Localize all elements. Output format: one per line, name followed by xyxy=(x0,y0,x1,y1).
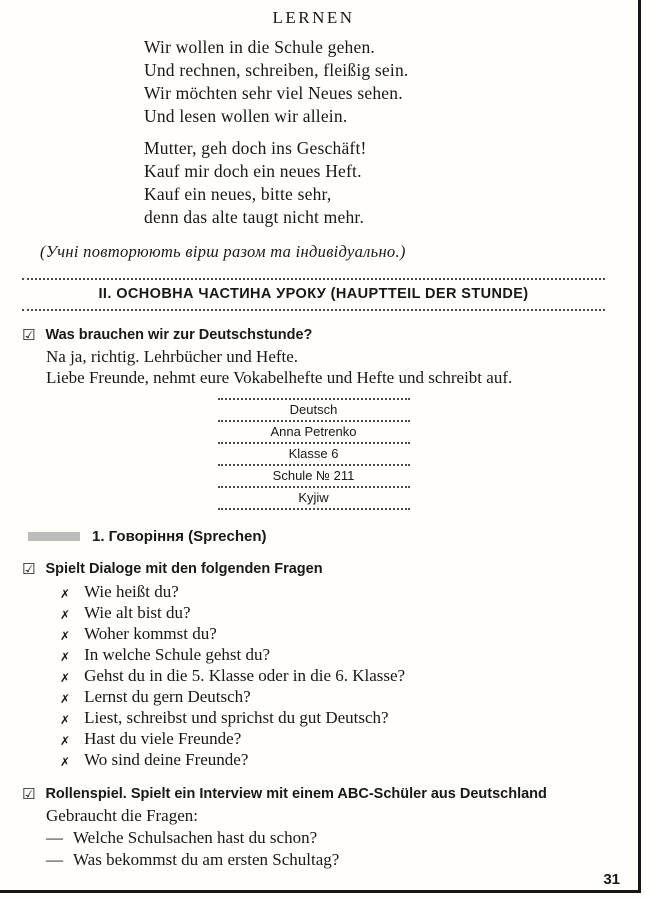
cross-bullet-icon: ✗ xyxy=(60,734,71,748)
task-rollenspiel xyxy=(22,784,605,871)
cross-bullet-icon: ✗ xyxy=(60,587,71,601)
notebook-label-form xyxy=(218,398,410,510)
task-dialoge xyxy=(22,559,605,770)
section-header: II. ОСНОВНА ЧАСТИНА УРОКУ (HAUPTTEIL DER STUNDE) xyxy=(22,278,605,311)
form-entry: Schule № 211 xyxy=(218,466,410,488)
cross-bullet-icon: ✗ xyxy=(60,713,71,727)
question-row xyxy=(60,581,605,602)
poem-stanza-2 xyxy=(144,137,605,229)
dash-bullet: — xyxy=(46,850,63,869)
checkbox-icon: ☑ xyxy=(22,786,36,803)
question-row xyxy=(60,707,605,728)
question-list xyxy=(60,581,605,770)
question-row xyxy=(60,623,605,644)
checkbox-icon: ☑ xyxy=(22,327,36,344)
poem-stanza-1 xyxy=(144,36,605,128)
question-text: In welche Schule gehst du? xyxy=(84,645,271,664)
poem-line: Und rechnen, schreiben, fleißig sein. xyxy=(144,60,409,80)
question-text: Wo sind deine Freunde? xyxy=(84,750,249,769)
question-row xyxy=(60,686,605,707)
task-line: Liebe Freunde, nehmt eure Vokabelhefte und Hefte und schreibt auf. xyxy=(46,368,513,387)
task-deutschstunde xyxy=(22,325,605,388)
poem-line: Und lesen wollen wir allein. xyxy=(144,106,348,126)
task-line: Gebraucht die Fragen: xyxy=(46,806,198,825)
form-entry: Anna Petrenko xyxy=(218,422,410,444)
poem-line: Kauf ein neues, bitte sehr, xyxy=(144,184,332,204)
question-text: Hast du viele Freunde? xyxy=(84,729,242,748)
cross-bullet-icon: ✗ xyxy=(60,671,71,685)
checkbox-icon: ☑ xyxy=(22,561,36,578)
form-entry: Klasse 6 xyxy=(218,444,410,466)
poem xyxy=(144,36,605,229)
question-text: Gehst du in die 5. Klasse oder in die 6. Klasse? xyxy=(84,666,406,685)
question-row xyxy=(60,728,605,749)
dash-question-list xyxy=(46,827,605,871)
dash-bullet: — xyxy=(46,828,63,847)
cross-bullet-icon: ✗ xyxy=(60,650,71,664)
task-line: Na ja, richtig. Lehrbücher und Hefte. xyxy=(46,347,299,366)
task-body xyxy=(46,346,605,388)
task-title: Spielt Dialoge mit den folgenden Fragen xyxy=(45,561,323,577)
question-row xyxy=(46,849,605,871)
task-title: Was brauchen wir zur Deutschstunde? xyxy=(45,327,313,343)
task-body xyxy=(46,805,605,826)
question-row xyxy=(60,665,605,686)
question-row xyxy=(60,602,605,623)
task-heading xyxy=(22,559,605,577)
cross-bullet-icon: ✗ xyxy=(60,629,71,643)
question-row xyxy=(60,644,605,665)
question-row xyxy=(46,827,605,849)
subsection-title: 1. Говоріння (Sprechen) xyxy=(92,528,267,545)
subsection-sprechen xyxy=(22,528,605,545)
cross-bullet-icon: ✗ xyxy=(60,755,71,769)
page-title: LERNEN xyxy=(272,8,355,27)
poem-line: denn das alte taugt nicht mehr. xyxy=(144,207,365,227)
question-text: Liest, schreibst und sprichst du gut Deutsch? xyxy=(84,708,389,727)
page-number: 31 xyxy=(603,871,620,888)
poem-line: Mutter, geh doch ins Geschäft! xyxy=(144,138,367,158)
question-text: Woher kommst du? xyxy=(84,624,217,643)
question-text: Wie heißt du? xyxy=(84,582,179,601)
poem-line: Wir möchten sehr viel Neues sehen. xyxy=(144,83,403,103)
poem-line: Wir wollen in die Schule gehen. xyxy=(144,37,375,57)
task-heading xyxy=(22,325,605,343)
question-row xyxy=(60,749,605,770)
question-text: Lernst du gern Deutsch? xyxy=(84,687,251,706)
task-title: Rollenspiel. Spielt ein Interview mit einem ABC-Schüler aus Deutschland xyxy=(45,786,547,802)
section-marker-bar xyxy=(28,532,80,541)
poem-line: Kauf mir doch ein neues Heft. xyxy=(144,161,362,181)
cross-bullet-icon: ✗ xyxy=(60,608,71,622)
question-text: Welche Schulsachen hast du schon? xyxy=(73,828,318,847)
form-entry: Deutsch xyxy=(218,400,410,422)
teacher-note: (Учні повторюють вірш разом та індивідуально.) xyxy=(40,242,406,261)
cross-bullet-icon: ✗ xyxy=(60,692,71,706)
task-heading xyxy=(22,784,605,802)
question-text: Wie alt bist du? xyxy=(84,603,191,622)
form-entry: Kyjiw xyxy=(218,488,410,510)
question-text: Was bekommst du am ersten Schultag? xyxy=(73,850,340,869)
